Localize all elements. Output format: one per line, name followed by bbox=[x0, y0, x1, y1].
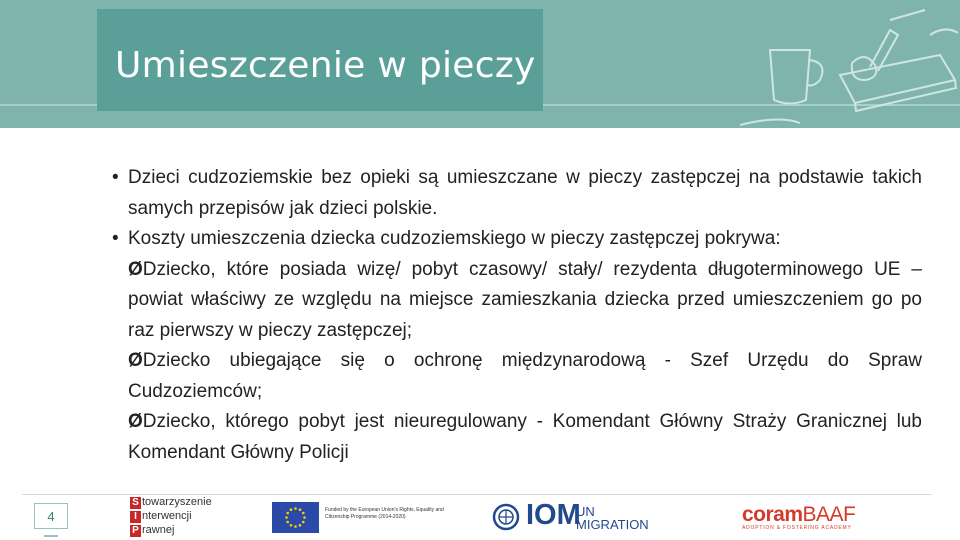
arrow-bullet-icon: Ø bbox=[128, 350, 143, 371]
coram-logo bbox=[742, 503, 855, 531]
coram-wordmark: coram bbox=[742, 503, 803, 526]
title-box bbox=[97, 9, 543, 111]
bullet-marker: • bbox=[112, 167, 119, 188]
sub-item bbox=[112, 255, 922, 347]
sub-item bbox=[112, 407, 922, 468]
sip-word: rawnej bbox=[142, 524, 175, 536]
sub-item-text: Dziecko ubiegające się o ochronę międzynarodową - Szef Urzędu do Spraw Cudzoziemców; bbox=[128, 350, 922, 402]
slide-content bbox=[112, 163, 922, 468]
sub-item-text: Dziecko, które posiada wizę/ pobyt czasowy/ stały/ rezydenta długoterminowego UE – powiat właściwy ze względu na miejsce zamieszkania dziecka przed umieszczeniem go po raz pierwszy w pieczy zastępczej; bbox=[128, 258, 922, 341]
sip-letter: P bbox=[130, 525, 141, 537]
page-number-underline bbox=[44, 535, 58, 537]
sub-item-text: Dziecko, którego pobyt jest nieuregulowany - Komendant Główny Straży Granicznej lub Komendant Główny Policji bbox=[128, 411, 922, 463]
footer-divider bbox=[22, 494, 932, 495]
sub-item bbox=[112, 346, 922, 407]
page-number: 4 bbox=[34, 503, 68, 529]
coram-tagline: ADOPTION & FOSTERING ACADEMY bbox=[742, 525, 852, 531]
bullet-item bbox=[112, 163, 922, 224]
sip-letter: I bbox=[130, 511, 141, 523]
iom-migration-text: MIGRATION bbox=[576, 517, 649, 532]
arrow-bullet-icon: Ø bbox=[128, 411, 143, 432]
sip-letter: S bbox=[130, 497, 141, 509]
eu-funding-text: Funded by the European Union's Rights, Equality and Citizenship Programme (2014-2020) bbox=[325, 507, 444, 520]
sip-word: nterwencji bbox=[142, 510, 192, 522]
arrow-bullet-icon: Ø bbox=[128, 258, 143, 280]
iom-emblem-icon bbox=[490, 503, 522, 531]
eu-flag-icon bbox=[272, 502, 319, 533]
iom-un-text: UN bbox=[576, 504, 595, 519]
desk-illustration-icon bbox=[740, 5, 960, 128]
iom-wordmark: IOM bbox=[526, 499, 581, 531]
header-banner bbox=[0, 0, 960, 128]
bullet-text: Koszty umieszczenia dziecka cudzoziemskiego w pieczy zastępczej pokrywa: bbox=[128, 228, 781, 249]
bullet-item bbox=[112, 224, 922, 255]
bullet-text: Dzieci cudzoziemskie bez opieki są umieszczane w pieczy zastępczej na podstawie takich samych przepisów jak dzieci polskie. bbox=[128, 167, 922, 219]
sip-word: towarzyszenie bbox=[142, 496, 212, 508]
slide-title: Umieszczenie w pieczy bbox=[115, 45, 536, 86]
bullet-marker: • bbox=[112, 228, 119, 249]
iom-logo bbox=[490, 499, 649, 536]
baaf-wordmark: BAAF bbox=[802, 503, 856, 526]
